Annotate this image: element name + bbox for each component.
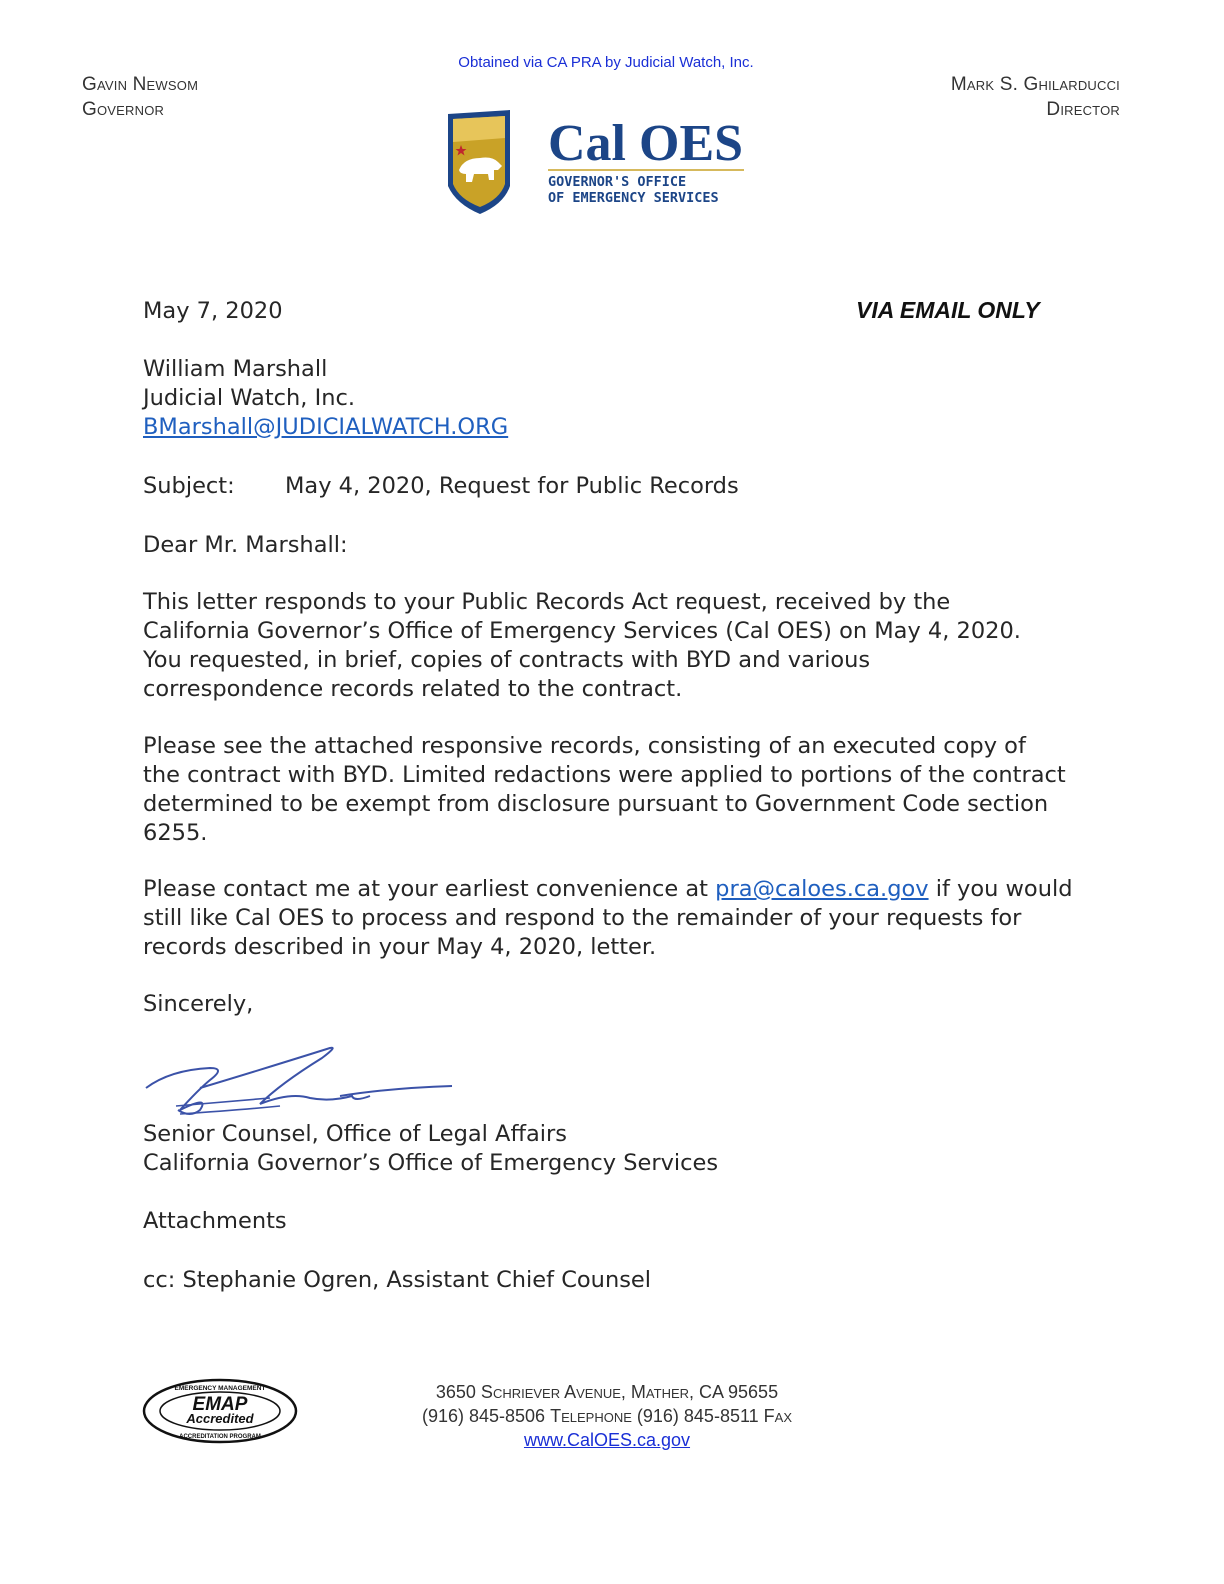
paragraph-1: This letter responds to your Public Records Act request, received by the California Governor’s Office of Emergency Services (Cal OES) on May 4, 2020. You requested, in brief, copies of contracts with BYD and various correspondence records related to the contract. (143, 589, 1021, 702)
subject-label: Subject: (143, 473, 235, 499)
emap-top-text: EMERGENCY MANAGEMENT (174, 1385, 266, 1392)
watermark-text: Obtained via CA PRA by Judicial Watch, Inc. (458, 54, 754, 71)
governor-name: Gavin Newsom (82, 74, 199, 95)
logo-line-1: GOVERNOR'S OFFICE (548, 174, 687, 190)
logo-wordmark: Cal OES (548, 115, 744, 172)
attachments-note: Attachments (143, 1208, 287, 1234)
recipient-block (143, 355, 1083, 442)
signer-title: Senior Counsel, Office of Legal Affairs (143, 1121, 567, 1147)
footer-phone-label: Telephone (550, 1406, 632, 1426)
paragraph-2: Please see the attached responsive records, consisting of an executed copy of the contract with BYD. Limited redactions were applied to portions of the contract determined to be exempt from disclosure pursuant to Government Code section 6255. (143, 733, 1066, 846)
logo-line-2: OF EMERGENCY SERVICES (548, 190, 719, 206)
delivery-method: VIA EMAIL ONLY (856, 297, 1040, 323)
director-name: Mark S. Ghilarducci (950, 74, 1120, 95)
subject-text: May 4, 2020, Request for Public Records (285, 473, 739, 499)
letter-date: May 7, 2020 (143, 298, 283, 324)
closing: Sincerely, (143, 991, 254, 1017)
footer (400, 1380, 814, 1452)
footer-address: 3650 Schriever Avenue, Mather, CA 95655 (435, 1382, 779, 1402)
governor-title: Governor (82, 99, 165, 120)
recipient-name: William Marshall (143, 356, 328, 382)
director-title: Director (1046, 99, 1120, 120)
signature (140, 1040, 460, 1120)
footer-phone: (916) 845-8506 (421, 1406, 546, 1426)
emap-main-text: EMAP (192, 1394, 248, 1415)
director-block (951, 72, 1120, 122)
paragraph-3-start: Please contact me at your earliest convenience at (143, 876, 716, 902)
paragraph-3-end: if you would still like Cal OES to process and respond to the remainder of your requests for records described in your May 4, 2020, letter. (143, 876, 1073, 960)
cal-oes-logo (444, 108, 754, 218)
cc-line: cc: Stephanie Ogren, Assistant Chief Counsel (143, 1267, 652, 1293)
salutation: Dear Mr. Marshall: (143, 532, 348, 558)
footer-fax: (916) 845-8511 (636, 1406, 759, 1426)
pra-email-link[interactable]: pra@caloes.ca.gov (715, 876, 929, 902)
emap-seal (140, 1376, 300, 1446)
signer-block (143, 1120, 1083, 1178)
recipient-org: Judicial Watch, Inc. (143, 385, 356, 411)
emap-sub-text: Accredited (186, 1411, 254, 1426)
footer-website-link[interactable]: www.CalOES.ca.gov (523, 1430, 691, 1450)
paragraph-3 (143, 875, 1078, 962)
governor-block (82, 72, 198, 122)
subject-line (143, 472, 1083, 501)
footer-fax-label: Fax (763, 1406, 793, 1426)
recipient-email-link[interactable]: BMarshall@JUDICIALWATCH.ORG (143, 414, 509, 440)
emap-bottom-text: ACCREDITATION PROGRAM (179, 1434, 261, 1440)
signer-org: California Governor’s Office of Emergency Services (143, 1150, 719, 1176)
